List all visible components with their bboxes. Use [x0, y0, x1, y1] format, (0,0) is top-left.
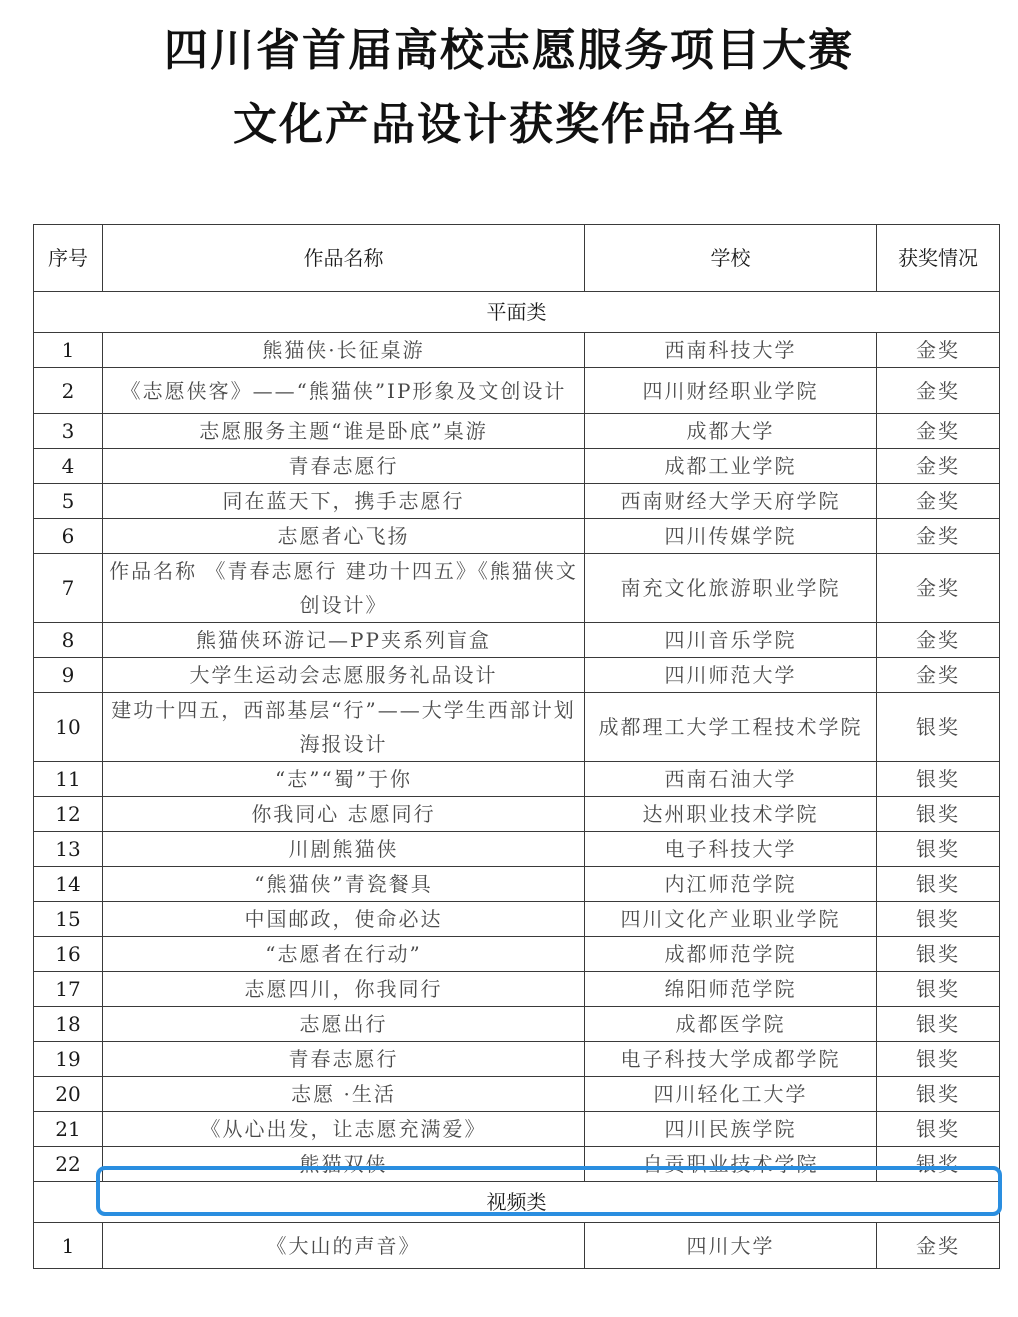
cell-index: 8: [34, 623, 103, 658]
cell-work-name: 青春志愿行: [103, 449, 585, 484]
header-award: 获奖情况: [877, 225, 1000, 292]
cell-award: 银奖: [877, 972, 1000, 1007]
category-row: [34, 292, 1000, 333]
cell-school: 电子科技大学成都学院: [585, 1042, 877, 1077]
cell-school: 四川传媒学院: [585, 519, 877, 554]
cell-index: 12: [34, 797, 103, 832]
header-school: 学校: [585, 225, 877, 292]
cell-school: 西南科技大学: [585, 333, 877, 368]
cell-award: 银奖: [877, 1147, 1000, 1182]
cell-award: 银奖: [877, 1042, 1000, 1077]
cell-index: 17: [34, 972, 103, 1007]
cell-award: 金奖: [877, 449, 1000, 484]
cell-work-name: 志愿者心飞扬: [103, 519, 585, 554]
table-row: [34, 333, 1000, 368]
cell-work-name: 青春志愿行: [103, 1042, 585, 1077]
cell-index: 5: [34, 484, 103, 519]
cell-award: 金奖: [877, 484, 1000, 519]
highlight-box: [96, 1166, 1002, 1216]
cell-index: 2: [34, 368, 103, 414]
cell-award: 银奖: [877, 902, 1000, 937]
cell-award: 金奖: [877, 1223, 1000, 1269]
cell-award: 金奖: [877, 414, 1000, 449]
cell-school: 四川音乐学院: [585, 623, 877, 658]
cell-work-name: 同在蓝天下，携手志愿行: [103, 484, 585, 519]
cell-school: 内江师范学院: [585, 867, 877, 902]
cell-award: 金奖: [877, 554, 1000, 623]
cell-index: 19: [34, 1042, 103, 1077]
cell-award: 银奖: [877, 762, 1000, 797]
cell-work-name: 中国邮政，使命必达: [103, 902, 585, 937]
cell-index: 7: [34, 554, 103, 623]
table-row: [34, 1112, 1000, 1147]
header-index: 序号: [34, 225, 103, 292]
cell-award: 银奖: [877, 1077, 1000, 1112]
cell-award: 银奖: [877, 797, 1000, 832]
cell-school: 成都工业学院: [585, 449, 877, 484]
cell-work-name: 作品名称 《青春志愿行 建功十四五》《熊猫侠文创设计》: [103, 554, 585, 623]
cell-school: 西南财经大学天府学院: [585, 484, 877, 519]
cell-work-name: 志愿出行: [103, 1007, 585, 1042]
category-label: 平面类: [34, 292, 1000, 333]
cell-index: 16: [34, 937, 103, 972]
award-table: [33, 224, 1000, 1269]
table-row: [34, 414, 1000, 449]
table-row: [34, 937, 1000, 972]
cell-award: 银奖: [877, 867, 1000, 902]
cell-award: 银奖: [877, 1007, 1000, 1042]
cell-work-name: 志愿服务主题“谁是卧底”桌游: [103, 414, 585, 449]
cell-index: 3: [34, 414, 103, 449]
cell-index: 1: [34, 1223, 103, 1269]
cell-award: 金奖: [877, 368, 1000, 414]
cell-school: 四川轻化工大学: [585, 1077, 877, 1112]
cell-school: 四川财经职业学院: [585, 368, 877, 414]
cell-award: 银奖: [877, 832, 1000, 867]
cell-index: 9: [34, 658, 103, 693]
cell-index: 4: [34, 449, 103, 484]
cell-index: 1: [34, 333, 103, 368]
table-row: [34, 554, 1000, 623]
table-row: [34, 658, 1000, 693]
cell-index: 14: [34, 867, 103, 902]
cell-work-name: 建功十四五，西部基层“行”——大学生西部计划海报设计: [103, 693, 585, 762]
cell-school: 四川文化产业职业学院: [585, 902, 877, 937]
cell-school: 南充文化旅游职业学院: [585, 554, 877, 623]
cell-school: 四川民族学院: [585, 1112, 877, 1147]
cell-work-name: 熊猫侠·长征桌游: [103, 333, 585, 368]
cell-school: 成都师范学院: [585, 937, 877, 972]
cell-work-name: 大学生运动会志愿服务礼品设计: [103, 658, 585, 693]
header-name: 作品名称: [103, 225, 585, 292]
cell-index: 18: [34, 1007, 103, 1042]
table-row: [34, 762, 1000, 797]
cell-school: 成都医学院: [585, 1007, 877, 1042]
cell-award: 金奖: [877, 623, 1000, 658]
cell-school: 四川大学: [585, 1223, 877, 1269]
cell-school: 成都理工大学工程技术学院: [585, 693, 877, 762]
cell-award: 金奖: [877, 519, 1000, 554]
table-row: [34, 867, 1000, 902]
cell-index: 6: [34, 519, 103, 554]
cell-award: 金奖: [877, 658, 1000, 693]
cell-school: 电子科技大学: [585, 832, 877, 867]
cell-school: 自贡职业技术学院: [585, 1147, 877, 1182]
table-row: [34, 902, 1000, 937]
cell-index: 10: [34, 693, 103, 762]
cell-school: 绵阳师范学院: [585, 972, 877, 1007]
table-row: [34, 368, 1000, 414]
cell-index: 21: [34, 1112, 103, 1147]
cell-work-name: 《志愿侠客》——“熊猫侠”IP形象及文创设计: [103, 368, 585, 414]
award-table-body: [34, 292, 1000, 1269]
category-label: 视频类: [34, 1182, 1000, 1223]
table-row: [34, 1223, 1000, 1269]
cell-award: 银奖: [877, 693, 1000, 762]
table-row: [34, 484, 1000, 519]
cell-work-name: “志愿者在行动”: [103, 937, 585, 972]
table-row: [34, 1042, 1000, 1077]
cell-award: 银奖: [877, 937, 1000, 972]
table-row: [34, 797, 1000, 832]
cell-award: 金奖: [877, 333, 1000, 368]
cell-index: 11: [34, 762, 103, 797]
table-row: [34, 972, 1000, 1007]
cell-school: 西南石油大学: [585, 762, 877, 797]
table-row: [34, 832, 1000, 867]
table-row: [34, 1077, 1000, 1112]
table-row: [34, 693, 1000, 762]
cell-work-name: 志愿 ·生活: [103, 1077, 585, 1112]
table-row: [34, 449, 1000, 484]
cell-index: 15: [34, 902, 103, 937]
cell-work-name: 川剧熊猫侠: [103, 832, 585, 867]
table-row: [34, 1007, 1000, 1042]
cell-index: 22: [34, 1147, 103, 1182]
cell-work-name: 你我同心 志愿同行: [103, 797, 585, 832]
cell-work-name: “熊猫侠”青瓷餐具: [103, 867, 585, 902]
cell-work-name: 熊猫侠环游记—PP夹系列盲盒: [103, 623, 585, 658]
cell-index: 13: [34, 832, 103, 867]
page-title-line1: 四川省首届高校志愿服务项目大赛: [164, 25, 854, 76]
cell-work-name: 熊猫双侠: [103, 1147, 585, 1182]
cell-work-name: 《从心出发，让志愿充满爱》: [103, 1112, 585, 1147]
table-row: [34, 623, 1000, 658]
cell-school: 成都大学: [585, 414, 877, 449]
cell-work-name: 志愿四川，你我同行: [103, 972, 585, 1007]
page-title-line2: 文化产品设计获奖作品名单: [233, 99, 785, 150]
cell-work-name: 《大山的声音》: [103, 1223, 585, 1269]
cell-award: 银奖: [877, 1112, 1000, 1147]
cell-index: 20: [34, 1077, 103, 1112]
cell-school: 四川师范大学: [585, 658, 877, 693]
cell-work-name: “志”“蜀”于你: [103, 762, 585, 797]
cell-school: 达州职业技术学院: [585, 797, 877, 832]
table-row: [34, 519, 1000, 554]
